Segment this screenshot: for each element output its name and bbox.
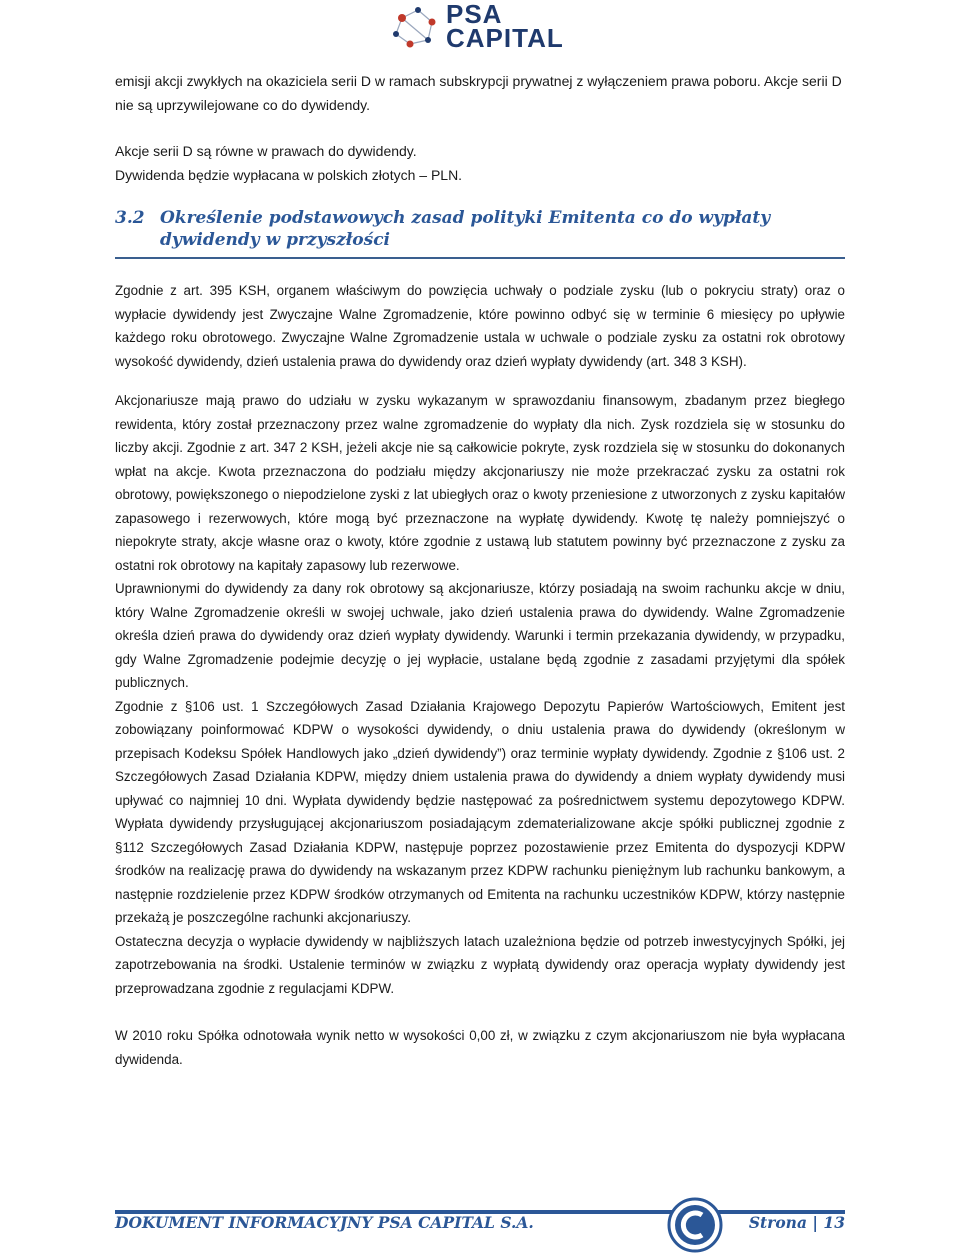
paragraph-final-decision: Ostateczna decyzja o wypłacie dywidendy w najbliższych latach uzależniona będzie od potrzeb inwestycyjnych Spółki, jej zapotrzebowania na środki. Ustalenie terminów w związku z wypłatą dywidendy oraz operacja wypłaty dywidendy jest przeprowadzana zgodnie z regulacjami KDPW. bbox=[115, 933, 845, 996]
company-logo bbox=[388, 2, 588, 54]
logo-text-line1: PSA bbox=[446, 0, 503, 29]
paragraph-2010-result: W 2010 roku Spółka odnotowała wynik netto w wysokości 0,00 zł, w związku z czym akcjonariuszom nie była wypłacana dywidenda. bbox=[115, 1028, 845, 1067]
footer-page-number: Strona | 13 bbox=[748, 1213, 845, 1232]
section-heading bbox=[115, 207, 845, 259]
footer-document-title: DOKUMENT INFORMACYJNY PSA CAPITAL S.A. bbox=[115, 1213, 534, 1232]
paragraph-entitled: Uprawnionymi do dywidendy za dany rok obrotowy są akcjonariusze, którzy posiadają na swoim rachunku akcje w dniu, który Walne Zgromadzenie określi w swojej uchwale, jako dzień ustalenia prawa do dywidendy. Walne Zgromadzenie określa dzień prawa do dywidendy oraz dzień wypłaty dywidendy. Warunki i termin przekazania dywidendy, w przypadku, gdy Walne Zgromadzenie podejmie decyzję o jej wypłacie, ustalane będą zgodnie z zasadami przyjętymi dla spółek publicznych. bbox=[115, 581, 845, 690]
section-title: Określenie podstawowych zasad polityki Emitenta co do wypłaty dywidendy w przyszłości bbox=[160, 208, 771, 250]
paragraph-kdpw: Zgodnie z §106 ust. 1 Szczegółowych Zasad Działania Krajowego Depozytu Papierów Wartościowych, Emitent jest zobowiązany poinformować KDPW o wysokości dywidendy, o dniu ustalenia prawa do dywidendy (określonym w przepisach Kodeksu Spółek Handlowych jako „dzień dywidendy”) oraz terminie wypłaty dywidendy. Zgodnie z §106 ust. 2 Szczegółowych Zasad Działania KDPW, między dniem ustalenia prawa do dywidendy a dniem wypłaty dywidendy musi upływać co najmniej 10 dni. Wypłata dywidendy będzie następować za pośrednictwem systemu depozytowego KDPW. Wypłata dywidendy przysługującej akcjonariuszom posiadającym zdematerializowane akcje spółki publicznej zgodnie z §112 Szczegółowych Zasad Działania KDPW, następuje poprzez pozostawienie przez Emitenta do dyspozycji KDPW środków na realizację prawa do dywidendy na wskazanym przez KDPW rachunku pieniężnym lub rachunku bankowym, a następnie rozdzielenie przez KDPW środków otrzymanych od Emitenta na rachunku uczestników KDPW, którzy następnie przekażą je poszczególne rachunki akcjonariuszy. bbox=[115, 698, 845, 925]
paragraph-equal-rights: Akcje serii D są równe w prawach do dywidendy. bbox=[115, 143, 417, 159]
paragraph-shareholders-profit: Akcjonariusze mają prawo do udziału w zysku wykazanym w sprawozdaniu finansowym, zbadanym przez biegłego rewidenta, który został przeznaczony przez walne zgromadzenie do wypłaty dla nich. Zysk rozdziela się w stosunku do liczby akcji. Zgodnie z art. 347 2 KSH, jeżeli akcje nie są całkowicie pokryte, zysk rozdziela się w stosunku do dokonanych wpłat na akcje. Kwota przeznaczona do podziału między akcjonariuszy nie może przekraczać zysku za ostatni rok obrotowy, powiększonego o niepodzielone zyski z lat ubiegłych oraz o kwoty przeniesione z utworzonych z zysku kapitałów zapasowego i rezerwowych, które mogą być przeznaczone na wypłatę dywidendy. Kwotę tę należy pomniejszyć o niepokryte straty, akcje własne oraz o kwoty, które zgodnie z ustawą lub statutem powinny być przeznaczone z zysku za ostatni rok obrotowy na kapitały zapasowy lub rezerwowe. bbox=[115, 393, 845, 573]
logo-mark-icon bbox=[388, 4, 444, 52]
paragraph-intro: emisji akcji zwykłych na okaziciela serii D w ramach subskrypcji prywatnej z wyłączeniem prawa poboru. Akcje serii D nie są uprzywilejowane co do dywidendy. bbox=[115, 73, 842, 113]
footer-circle-logo-icon bbox=[667, 1197, 723, 1253]
paragraph-art-395: Zgodnie z art. 395 KSH, organem właściwym do powzięcia uchwały o podziale zysku (lub o pokryciu straty) oraz o wypłacie dywidendy jest Zwyczajne Walne Zgromadzenie, które powinno odbyć się w terminie 6 miesięcy po upływie każdego roku obrotowego. Zwyczajne Walne Zgromadzenie ustala w uchwale o podziale zysku za ostatni rok obrotowy wysokość dywidendy, dzień ustalenia prawa do dywidendy oraz dzień wypłaty dywidendy (art. 348 3 KSH). bbox=[115, 283, 845, 369]
logo-text-line2: CAPITAL bbox=[446, 23, 564, 53]
document-body bbox=[115, 70, 845, 1071]
paragraph-currency: Dywidenda będzie wypłacana w polskich złotych – PLN. bbox=[115, 166, 463, 183]
page-footer bbox=[115, 1197, 845, 1247]
section-number: 3.2 bbox=[115, 208, 145, 228]
